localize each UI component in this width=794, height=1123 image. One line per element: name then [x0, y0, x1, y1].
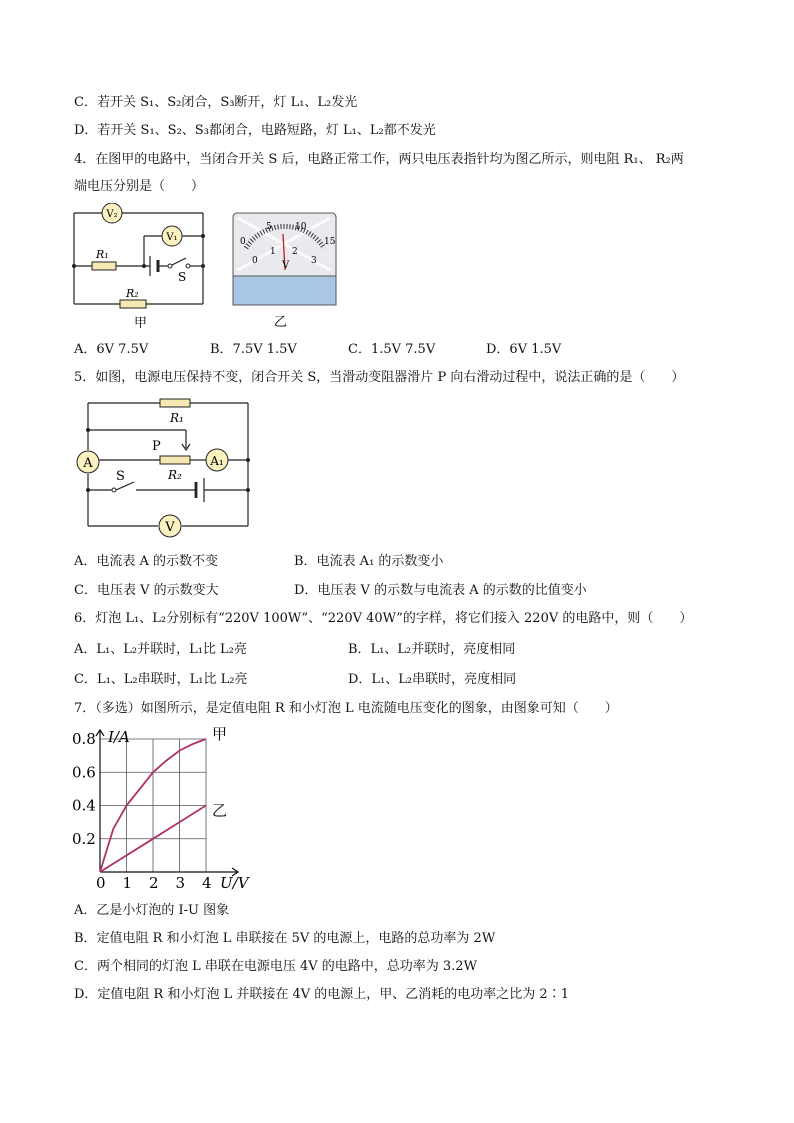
- chart-labels: [72, 725, 251, 892]
- q5-option-d: D．电压表 V 的示数与电流表 A 的示数的比值变小: [294, 583, 587, 598]
- q6-option-b: B．L₁、L₂并联时，亮度相同: [348, 642, 516, 657]
- q6-option-d: D．L₁、L₂串联时，亮度相同: [348, 672, 517, 687]
- q4-stem-line1: 4．在图甲的电路中，当闭合开关 S 后，电路正常工作，两只电压表指针均为图乙所示，则电阻 R₁、 R₂两: [74, 152, 684, 167]
- r2-label: R₂: [126, 287, 139, 300]
- dial-unit: V: [282, 260, 290, 271]
- q4-option-b: B．7.5V 1.5V: [210, 342, 297, 357]
- q7-stem: 7．（多选）如图所示，是定值电阻 R 和小灯泡 L 电流随电压变化的图象，由图象可知（ ）: [74, 701, 618, 716]
- q7-option-c: C．两个相同的灯泡 L 串联在电源电压 4V 的电路中，总功率为 3.2W: [74, 959, 477, 974]
- dial-inner-3: 3: [311, 256, 317, 266]
- q5-option-b: B．电流表 A₁ 的示数变小: [294, 554, 444, 569]
- dial-outer-10: 10: [295, 222, 307, 232]
- q4-voltmeter-yi: [232, 212, 338, 332]
- q4-option-a: A．6V 7.5V: [74, 342, 149, 357]
- v2-label: V₂: [106, 209, 118, 220]
- r1-label: R₁: [170, 411, 184, 425]
- voltmeter-v-label: V: [165, 520, 175, 535]
- ammeter-a-label: A: [83, 456, 93, 471]
- chart-grid: [100, 739, 206, 872]
- switch-s-label: S: [116, 469, 125, 484]
- dial-outer-5: 5: [266, 222, 272, 232]
- q5-option-c: C．电压表 V 的示数变大: [74, 583, 219, 598]
- q7-option-b: B．定值电阻 R 和小灯泡 L 串联接在 5V 的电源上，电路的总功率为 2W: [74, 931, 496, 946]
- q4-option-d: D．6V 1.5V: [486, 342, 562, 357]
- dial-inner-2: 2: [292, 247, 298, 257]
- dial-outer-0: 0: [240, 237, 246, 247]
- r2-label: R₂: [168, 468, 182, 482]
- dial-inner-0: 0: [252, 256, 258, 266]
- y-tick-label-0.4: 0.4: [72, 796, 96, 815]
- q5-stem: 5．如图，电源电压保持不变，闭合开关 S，当滑动变阻器滑片 P 向右滑动过程中，说法正确的是（ ）: [74, 370, 685, 385]
- q7-iu-chart: [68, 724, 268, 896]
- x-tick-label-4: 4: [202, 874, 212, 892]
- x-tick-label-2: 2: [149, 874, 159, 892]
- slider-p-label: P: [152, 439, 161, 454]
- series-label-0: 甲: [212, 725, 228, 743]
- q3-option-d: D．若开关 S₁、S₂、S₃都闭合，电路短路，灯 L₁、L₂都不发光: [74, 123, 436, 138]
- v1-label: V₁: [166, 232, 178, 243]
- ammeter-a1-label: A₁: [210, 454, 224, 468]
- q5-circuit: [72, 392, 262, 540]
- x-tick-label-1: 1: [122, 874, 133, 892]
- q6-option-c: C．L₁、L₂串联时，L₁比 L₂亮: [74, 672, 248, 687]
- y-tick-label-0.2: 0.2: [72, 829, 96, 848]
- q7-option-d: D．定值电阻 R 和小灯泡 L 并联接在 4V 的电源上，甲、乙消耗的电功率之比为 2∶1: [74, 987, 569, 1002]
- x-tick-label-0: 0: [96, 874, 106, 892]
- x-tick-label-3: 3: [175, 874, 186, 892]
- switch-label: S: [178, 270, 187, 284]
- fig-yi-caption: 乙: [274, 315, 288, 330]
- y-tick-label-0.8: 0.8: [72, 730, 96, 748]
- series-label-1: 乙: [212, 801, 228, 820]
- y-axis-label: I/A: [108, 728, 130, 746]
- q4-option-c: C．1.5V 7.5V: [348, 342, 436, 357]
- q4-circuit-jia: [66, 203, 216, 333]
- q3-option-c: C．若开关 S₁、S₂闭合，S₃断开，灯 L₁、L₂发光: [74, 95, 358, 110]
- q5-option-a: A．电流表 A 的示数不变: [74, 554, 219, 569]
- y-tick-label-0.6: 0.6: [72, 763, 96, 782]
- q6-option-a: A．L₁、L₂并联时，L₁比 L₂亮: [74, 642, 247, 657]
- x-axis-label: U/V: [220, 874, 249, 892]
- q4-stem-line2: 端电压分别是（ ）: [74, 179, 205, 194]
- q7-option-a: A．乙是小灯泡的 I-U 图象: [74, 903, 230, 918]
- r1-label: R₁: [96, 248, 109, 261]
- q6-stem: 6．灯泡 L₁、L₂分别标有“220V 100W”、“220V 40W”的字样，将它们接入 220V 的电路中，则（ ）: [74, 611, 693, 626]
- dial-outer-15: 15: [324, 237, 336, 247]
- dial-inner-1: 1: [270, 247, 276, 257]
- fig-jia-caption: 甲: [134, 316, 148, 331]
